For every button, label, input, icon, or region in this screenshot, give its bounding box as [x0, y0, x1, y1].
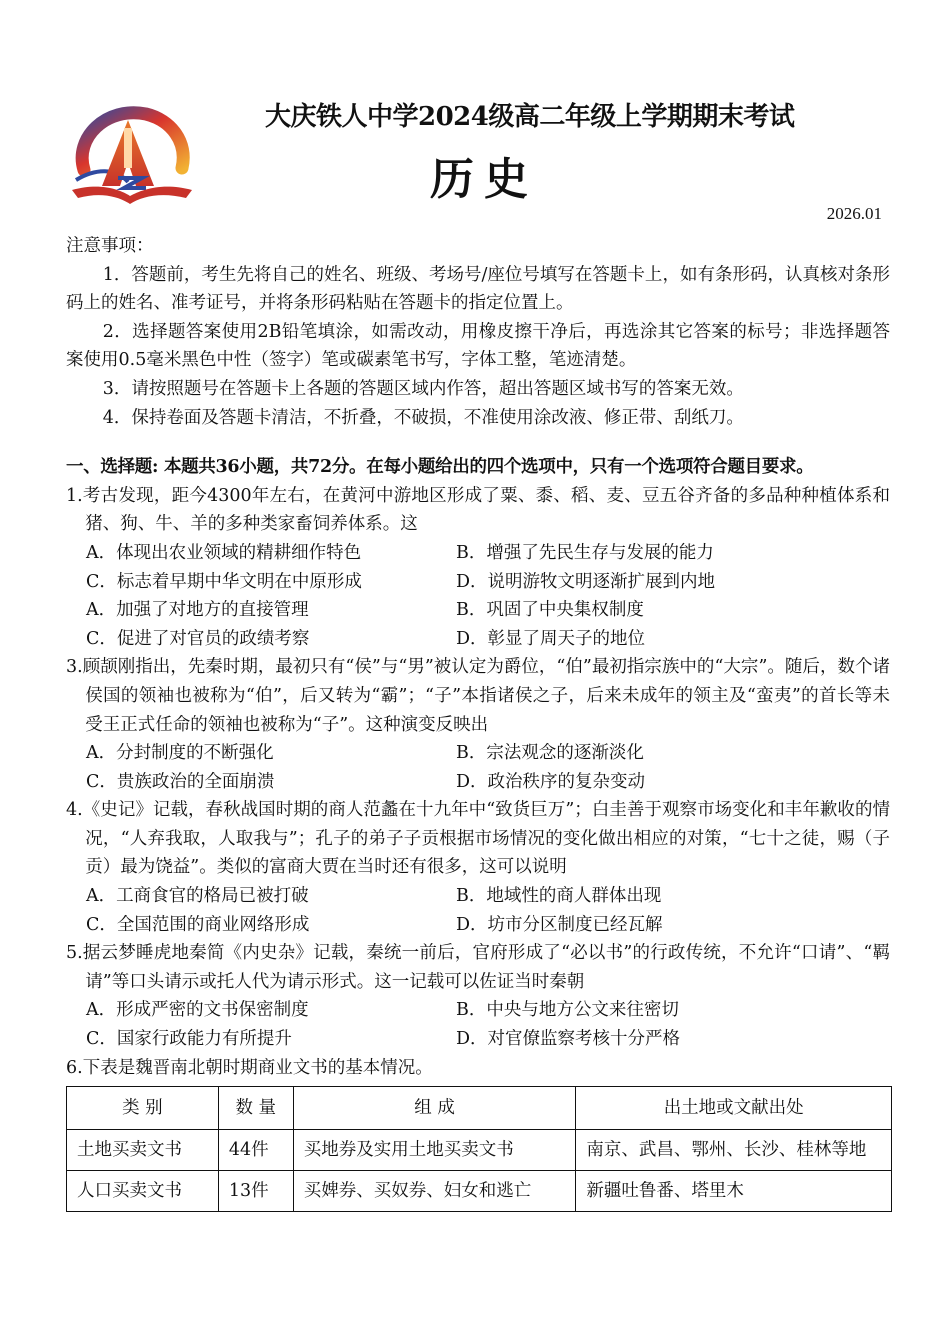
- table-cell: 人口买卖文书: [67, 1171, 219, 1212]
- option-d: D．说明游牧文明逐渐扩展到内地: [456, 571, 716, 592]
- option-c: C．国家行政能力有所提升: [86, 1029, 292, 1050]
- question-1: [66, 482, 890, 596]
- option-b: B．增强了先民生存与发展的能力: [456, 542, 714, 563]
- option-d: D．坊市分区制度已经瓦解: [456, 914, 663, 935]
- table-cell: 买地券及实用土地买卖文书: [293, 1130, 576, 1171]
- exam-content: [66, 232, 890, 1212]
- note-item: 1．答题前，考生先将自己的姓名、班级、考场号/座位号填写在答题卡上，如有条形码，认真核对条形码上的姓名、准考证号，并将条形码粘贴在答题卡的指定位置上。: [66, 264, 890, 314]
- table-header-cell: 出土地或文献出处: [576, 1087, 892, 1130]
- option-d: D．政治秩序的复杂变动: [456, 771, 646, 792]
- option-b: B．中央与地方公文来往密切: [456, 1000, 679, 1021]
- option-a: A．分封制度的不断强化: [86, 743, 274, 764]
- option-b: B．巩固了中央集权制度: [456, 600, 644, 621]
- options: [66, 596, 890, 653]
- note-item: 3．请按照题号在答题卡上各题的答题区域内作答，超出答题区域书写的答案无效。: [102, 378, 744, 399]
- option-c: C．贵族政治的全面崩溃: [86, 771, 275, 792]
- table-row: [67, 1171, 892, 1212]
- subject-title: 历史: [430, 154, 538, 205]
- option-c: C．标志着早期中华文明在中原形成: [86, 571, 362, 592]
- table-header-cell: 类 别: [67, 1087, 219, 1130]
- option-a: A．加强了对地方的直接管理: [86, 600, 309, 621]
- table-row: [67, 1130, 892, 1171]
- option-a: A．体现出农业领域的精耕细作特色: [86, 542, 362, 563]
- question-6: [66, 1054, 890, 1213]
- question-3: [66, 653, 890, 796]
- question-4: [66, 796, 890, 939]
- question-stem: 6.下表是魏晋南北朝时期商业文书的基本情况。: [66, 1057, 433, 1078]
- options: [66, 539, 890, 596]
- options: [66, 739, 890, 796]
- options: [66, 882, 890, 939]
- option-d: D．对官僚监察考核十分严格: [456, 1029, 681, 1050]
- table-cell: 土地买卖文书: [67, 1130, 219, 1171]
- table-cell: 南京、武昌、鄂州、长沙、桂林等地: [576, 1130, 892, 1171]
- table-header-cell: 数 量: [218, 1087, 293, 1130]
- school-exam-title: 大庆铁人中学2024级高二年级上学期期末考试: [265, 102, 795, 132]
- table-cell: 44件: [218, 1130, 293, 1171]
- commerce-documents-table: [66, 1086, 892, 1212]
- table-cell: 新疆吐鲁番、塔里木: [576, 1171, 892, 1212]
- options: [66, 996, 890, 1053]
- option-b: B．地域性的商人群体出现: [456, 886, 662, 907]
- option-d: D．彰显了周天子的地位: [456, 628, 646, 649]
- notes-heading: 注意事项：: [66, 236, 154, 256]
- note-item: 2．选择题答案使用2B铅笔填涂，如需改动，用橡皮擦干净后，再选涂其它答案的标号；非选择题答案使用0.5毫米黑色中性（签字）笔或碳素笔书写，字体工整，笔迹清楚。: [66, 321, 890, 371]
- school-logo: [66, 98, 196, 216]
- exam-date: 2026.01: [826, 204, 882, 223]
- question-stem: 1.考古发现，距今4300年左右，在黄河中游地区形成了粟、黍、稻、麦、豆五谷齐备的多品种种植体系和猪、狗、牛、羊的多种类家畜饲养体系。这: [66, 485, 890, 535]
- note-item: 4．保持卷面及答题卡清洁，不折叠，不破损，不准使用涂改液、修正带、刮纸刀。: [102, 407, 744, 428]
- option-b: B．宗法观念的逐渐淡化: [456, 743, 644, 764]
- question-stem: 5.据云梦睡虎地秦简《内史杂》记载，秦统一前后，官府形成了“必以书”的行政传统，不允许“口请”、“羁请”等口头请示或托人代为请示形式。这一记载可以佐证当时秦朝: [66, 943, 890, 992]
- option-a: A．形成严密的文书保密制度: [86, 1000, 309, 1021]
- option-a: A．工商食官的格局已被打破: [86, 886, 309, 907]
- section-heading: 一、选择题: 本题共36小题，共72分。在每小题给出的四个选项中，只有一个选项符合题目要求。: [66, 457, 814, 478]
- table-header-cell: 组 成: [293, 1087, 576, 1130]
- question-stem: 3.顾颉刚指出，先秦时期，最初只有“侯”与“男”被认定为爵位，“伯”最初指宗族中的“大宗”。随后，数个诸侯国的领袖也被称为“伯”，后又转为“霸”；“子”本指诸侯之子，后来未成年的领主及“蛮夷”的首长等未受王正式任命的领袖也被称为“子”。这种演变反映出: [66, 657, 890, 735]
- table-cell: 买婢券、买奴券、妇女和逃亡: [293, 1171, 576, 1212]
- question-stem: 4.《史记》记载，春秋战国时期的商人范蠡在十九年中“致货巨万”；白圭善于观察市场变化和丰年歉收的情况，“人弃我取，人取我与”；孔子的弟子子贡根据市场情况的变化做出相应的对策，“七十之徒，赐（子贡）最为饶益”。类似的富商大贾在当时还有很多，这可以说明: [66, 800, 890, 878]
- question-2: [66, 596, 890, 653]
- question-5: [66, 939, 890, 1053]
- option-c: C．促进了对官员的政绩考察: [86, 628, 310, 649]
- table-header-row: [67, 1087, 892, 1130]
- option-c: C．全国范围的商业网络形成: [86, 914, 310, 935]
- table-cell: 13件: [218, 1171, 293, 1212]
